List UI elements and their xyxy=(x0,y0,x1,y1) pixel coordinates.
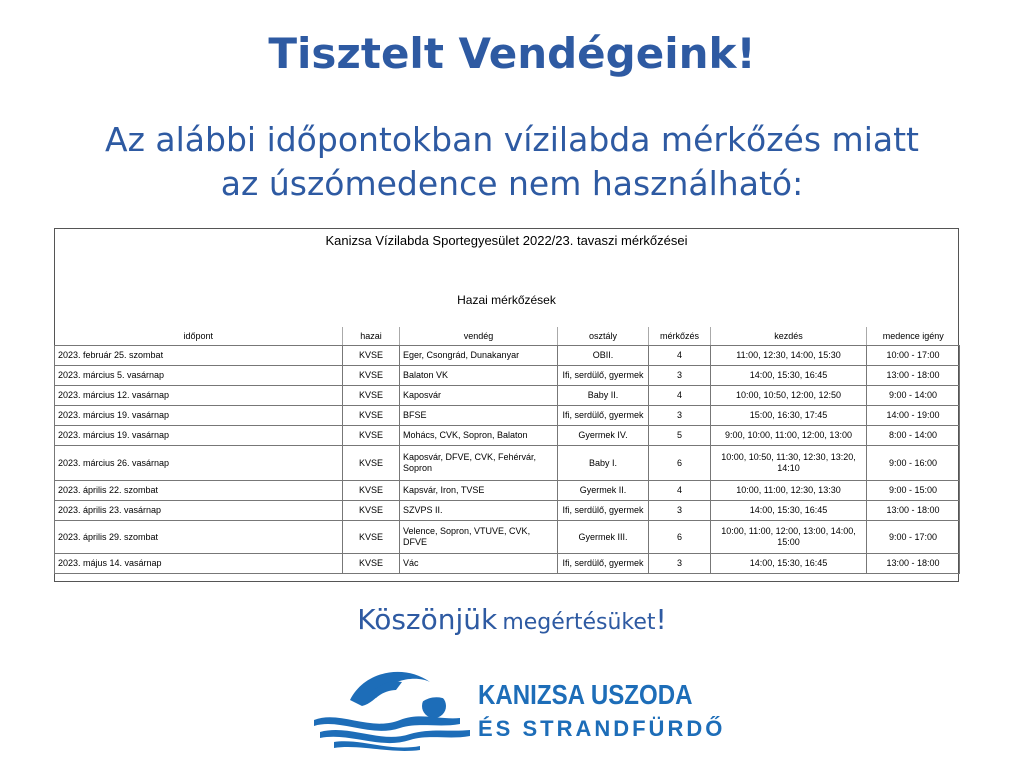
table-cell: 14:00 - 19:00 xyxy=(867,406,960,426)
table-cell: Mohács, CVK, Sopron, Balaton xyxy=(400,426,558,446)
table-subtitle: Hazai mérkőzések xyxy=(457,293,556,307)
table-cell: 10:00, 10:50, 11:30, 12:30, 13:20, 14:10 xyxy=(711,446,867,481)
table-row xyxy=(55,426,960,446)
table-cell: SZVPS II. xyxy=(400,501,558,521)
table-row xyxy=(55,481,960,501)
column-header: osztály xyxy=(558,327,649,346)
table-cell: 9:00 - 14:00 xyxy=(867,386,960,406)
table-row xyxy=(55,446,960,481)
page-title: Tisztelt Vendégeink! xyxy=(268,29,756,78)
table-cell: Balaton VK xyxy=(400,366,558,386)
table-cell: 4 xyxy=(649,386,711,406)
table-row xyxy=(55,521,960,554)
table-cell: 3 xyxy=(649,501,711,521)
table-cell: 9:00 - 15:00 xyxy=(867,481,960,501)
table-row xyxy=(55,554,960,574)
column-header: vendég xyxy=(400,327,558,346)
subtitle-line-2: az úszómedence nem használható: xyxy=(220,164,804,203)
table-row xyxy=(55,366,960,386)
table-cell: 2023. május 14. vasárnap xyxy=(55,554,343,574)
table-cell: Gyermek II. xyxy=(558,481,649,501)
table-cell: Gyermek IV. xyxy=(558,426,649,446)
table-cell: BFSE xyxy=(400,406,558,426)
table-cell: 2023. március 5. vasárnap xyxy=(55,366,343,386)
schedule-table-box xyxy=(54,228,959,582)
table-cell: KVSE xyxy=(343,346,400,366)
table-cell: 10:00, 10:50, 12:00, 12:50 xyxy=(711,386,867,406)
table-cell: KVSE xyxy=(343,366,400,386)
table-cell: 14:00, 15:30, 16:45 xyxy=(711,366,867,386)
table-cell: 11:00, 12:30, 14:00, 15:30 xyxy=(711,346,867,366)
table-cell: Vác xyxy=(400,554,558,574)
table-cell: KVSE xyxy=(343,406,400,426)
table-cell: KVSE xyxy=(343,446,400,481)
table-cell: KVSE xyxy=(343,521,400,554)
table-cell: Ifi, serdülő, gyermek xyxy=(558,366,649,386)
table-cell: Kaposvár, DFVE, CVK, Fehérvár, Sopron xyxy=(400,446,558,481)
table-cell: 4 xyxy=(649,481,711,501)
table-row xyxy=(55,386,960,406)
column-header: hazai xyxy=(343,327,400,346)
table-cell: Baby II. xyxy=(558,386,649,406)
table-cell: 2023. március 26. vasárnap xyxy=(55,446,343,481)
table-cell: KVSE xyxy=(343,554,400,574)
table-cell: 13:00 - 18:00 xyxy=(867,366,960,386)
thanks-exclamation: ! xyxy=(655,603,667,636)
thanks-message xyxy=(0,598,1024,646)
table-row xyxy=(55,501,960,521)
table-cell: 6 xyxy=(649,521,711,554)
table-row xyxy=(55,346,960,366)
table-title: Kanizsa Vízilabda Sportegyesület 2022/23. tavaszi mérkőzései xyxy=(325,233,688,248)
column-header: kezdés xyxy=(711,327,867,346)
table-cell: Eger, Csongrád, Dunakanyar xyxy=(400,346,558,366)
table-cell: 3 xyxy=(649,406,711,426)
table-cell: KVSE xyxy=(343,481,400,501)
table-cell: OBII. xyxy=(558,346,649,366)
table-cell: KVSE xyxy=(343,426,400,446)
table-cell: 9:00 - 16:00 xyxy=(867,446,960,481)
table-cell: 2023. április 23. vasárnap xyxy=(55,501,343,521)
notice-subtitle xyxy=(0,118,1024,206)
thanks-word: Köszönjük xyxy=(357,603,498,636)
table-cell: 9:00 - 17:00 xyxy=(867,521,960,554)
table-header-row xyxy=(55,327,960,346)
subtitle-line-1: Az alábbi időpontokban vízilabda mérkőzés miatt xyxy=(105,120,919,159)
table-row xyxy=(55,406,960,426)
table-cell: 14:00, 15:30, 16:45 xyxy=(711,501,867,521)
table-cell: Velence, Sopron, VTUVE, CVK, DFVE xyxy=(400,521,558,554)
table-cell: 2023. április 29. szombat xyxy=(55,521,343,554)
table-cell: 10:00, 11:00, 12:30, 13:30 xyxy=(711,481,867,501)
table-cell: Ifi, serdülő, gyermek xyxy=(558,501,649,521)
table-cell: 3 xyxy=(649,366,711,386)
table-cell: 3 xyxy=(649,554,711,574)
column-header: medence igény xyxy=(867,327,960,346)
table-cell: 2023. március 19. vasárnap xyxy=(55,406,343,426)
table-cell: 13:00 - 18:00 xyxy=(867,554,960,574)
column-header: időpont xyxy=(55,327,343,346)
table-cell: 5 xyxy=(649,426,711,446)
table-cell: 9:00, 10:00, 11:00, 12:00, 13:00 xyxy=(711,426,867,446)
thanks-understanding: megértésüket xyxy=(502,610,656,635)
table-cell: 10:00 - 17:00 xyxy=(867,346,960,366)
table-cell: 2023. február 25. szombat xyxy=(55,346,343,366)
table-cell: 4 xyxy=(649,346,711,366)
table-cell: 15:00, 16:30, 17:45 xyxy=(711,406,867,426)
table-cell: 14:00, 15:30, 16:45 xyxy=(711,554,867,574)
table-cell: 13:00 - 18:00 xyxy=(867,501,960,521)
table-cell: 10:00, 11:00, 12:00, 13:00, 14:00, 15:00 xyxy=(711,521,867,554)
table-cell: Kapsvár, Iron, TVSE xyxy=(400,481,558,501)
table-cell: 2023. március 19. vasárnap xyxy=(55,426,343,446)
table-cell: Ifi, serdülő, gyermek xyxy=(558,406,649,426)
table-cell: Gyermek III. xyxy=(558,521,649,554)
logo-title: KANIZSA USZODA xyxy=(478,679,693,710)
column-header: mérkőzés xyxy=(649,327,711,346)
table-cell: 2023. március 12. vasárnap xyxy=(55,386,343,406)
table-cell: KVSE xyxy=(343,501,400,521)
table-cell: Baby I. xyxy=(558,446,649,481)
table-cell: 8:00 - 14:00 xyxy=(867,426,960,446)
table-cell: 6 xyxy=(649,446,711,481)
schedule-table xyxy=(54,327,960,574)
table-cell: 2023. április 22. szombat xyxy=(55,481,343,501)
logo-subtitle: ÉS STRANDFÜRDŐ xyxy=(478,716,726,741)
table-cell: Kaposvár xyxy=(400,386,558,406)
table-cell: Ifi, serdülő, gyermek xyxy=(558,554,649,574)
table-cell: KVSE xyxy=(343,386,400,406)
